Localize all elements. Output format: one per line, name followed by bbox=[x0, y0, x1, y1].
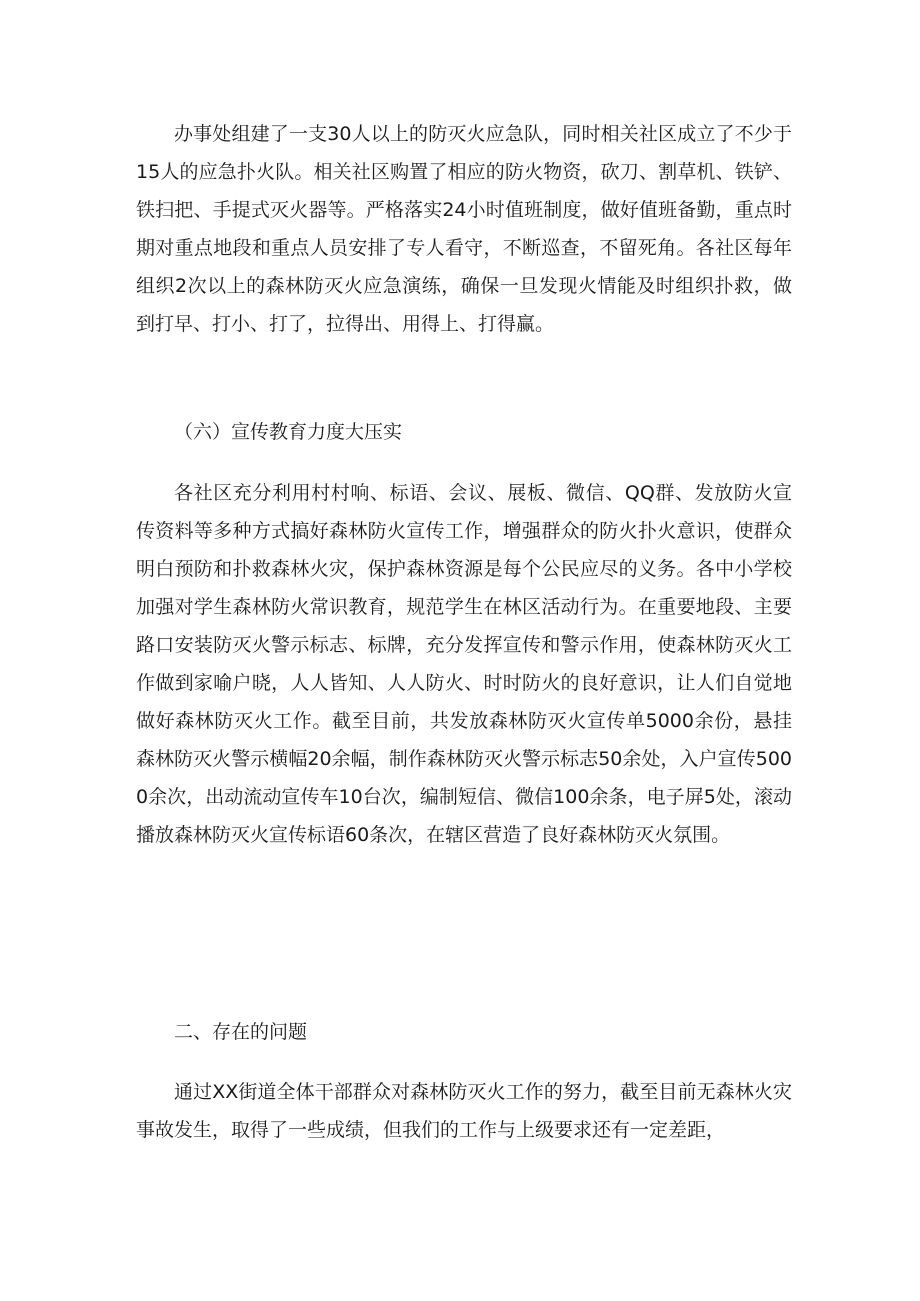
section-heading-existing-problems: 二、存在的问题 bbox=[174, 1021, 308, 1043]
paragraph-problems-intro: 通过XX街道全体干部群众对森林防灭火工作的努力，截至目前无森林火灾事故发生，取得了一些成绩，但我们的工作与上级要求还有一定差距， bbox=[136, 1081, 792, 1141]
section-heading-publicity-education: （六）宣传教育力度大压实 bbox=[174, 421, 403, 443]
paragraph-publicity-work: 各社区充分利用村村响、标语、会议、展板、微信、QQ群、发放防火宣传资料等多种方式搞好森林防火宣传工作，增强群众的防火扑火意识，使群众明白预防和扑救森林火灾，保护森林资源是每个公民应尽的义务。各中小学校加强对学生森林防火常识教育，规范学生在林区活动行为。在重要地段、主要路口安装防灭火警示标志、标牌，充分发挥宣传和警示作用，使森林防灭火工作做到家喻户晓，人人皆知、人人防火、时时防火的良好意识，让人们自觉地做好森林防灭火工作。截至目前，共发放森林防灭火宣传单5000余份，悬挂森林防灭火警示横幅20余幅，制作森林防灭火警示标志50余处，入户宣传5000余次，出动流动宣传车10台次，编制短信、微信100余条，电子屏5处，滚动播放森林防灭火宣传标语60条次，在辖区营造了良好森林防灭火氛围。 bbox=[136, 482, 792, 846]
paragraph-emergency-team: 办事处组建了一支30人以上的防灭火应急队，同时相关社区成立了不少于15人的应急扑火队。相关社区购置了相应的防火物资，砍刀、割草机、铁铲、铁扫把、手提式灭火器等。严格落实24小时值班制度，做好值班备勤，重点时期对重点地段和重点人员安排了专人看守，不断巡查，不留死角。各社区每年组织2次以上的森林防灭火应急演练，确保一旦发现火情能及时组织扑救，做到打早、打小、打了，拉得出、用得上、打得赢。 bbox=[136, 123, 792, 335]
